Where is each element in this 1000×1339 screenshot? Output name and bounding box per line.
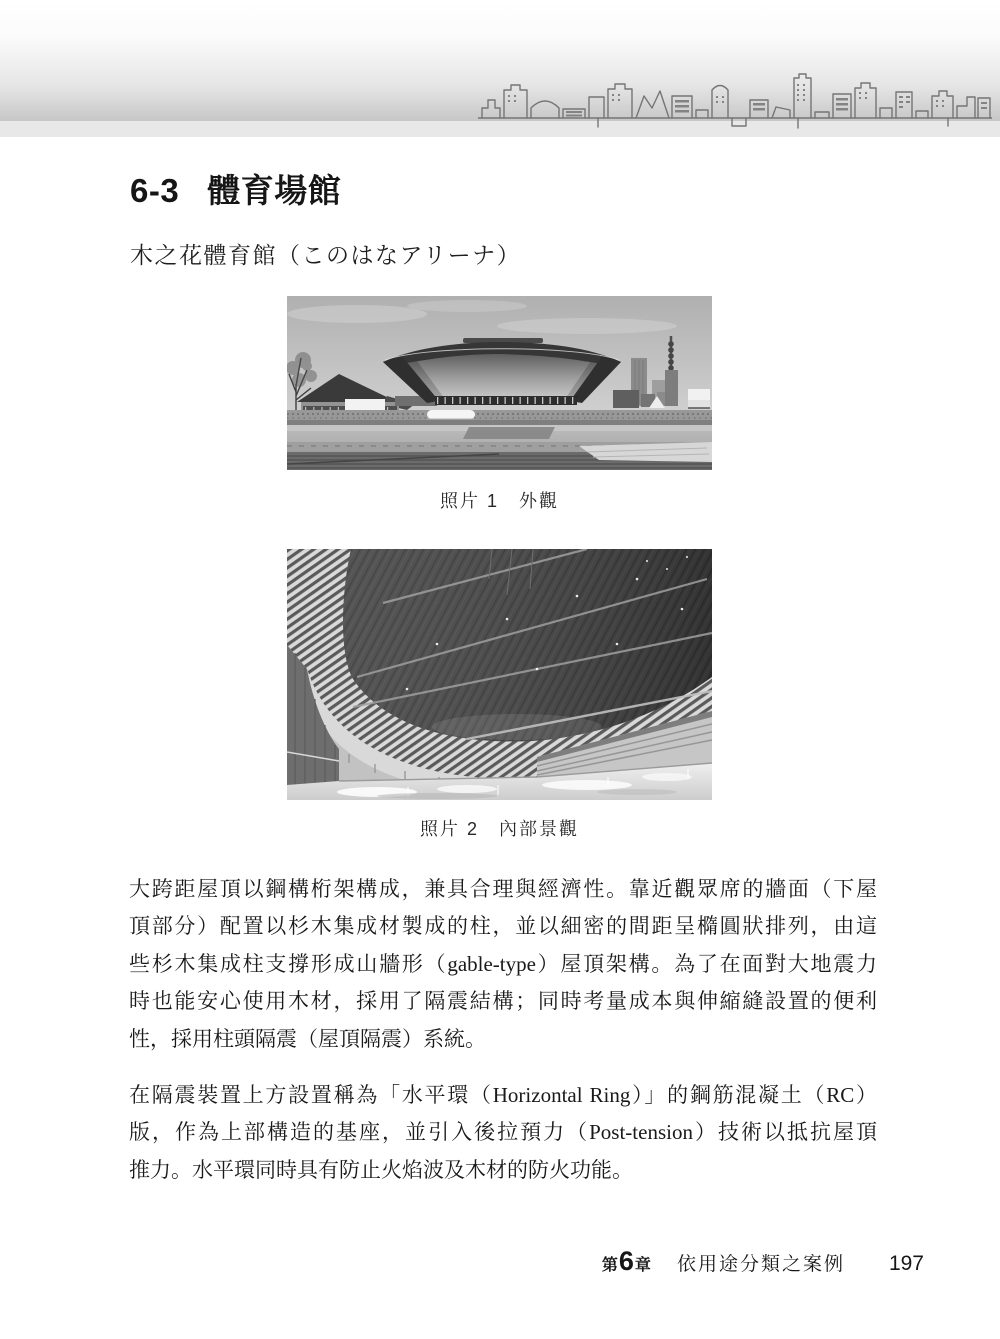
body-paragraph-2 xyxy=(129,1077,877,1189)
interior-photo-figure xyxy=(287,549,712,800)
exterior-photo xyxy=(287,296,712,470)
photo-caption-1: 照片 1 外觀 xyxy=(439,491,559,511)
page-number: 197 xyxy=(888,1252,924,1275)
body-paragraph-1 xyxy=(129,871,877,1058)
page-header xyxy=(0,0,1000,137)
paragraph-line: 性，採用柱頭隔震（屋頂隔震）系統。 xyxy=(129,1026,486,1051)
section-title: 體育場館 xyxy=(207,172,342,209)
building-subtitle: 木之花體育館（このはなアリーナ） xyxy=(130,242,522,268)
page-footer xyxy=(602,1246,924,1277)
section-heading xyxy=(130,165,341,212)
paragraph-line: 推力。水平環同時具有防止火焰波及木材的防火功能。 xyxy=(129,1157,633,1182)
interior-photo xyxy=(287,549,712,800)
paragraph-line: 時也能安心使用木材，採用了隔震結構；同時考量成本與伸縮縫設置的便利 xyxy=(129,989,877,1014)
photo-caption-2: 照片 2 內部景觀 xyxy=(419,819,579,839)
paragraph-line: 在隔震裝置上方設置稱為「水平環（Horizontal Ring）」的鋼筋混凝土（RC） xyxy=(129,1083,878,1107)
section-number: 6-3 xyxy=(130,172,180,209)
city-skyline-icon xyxy=(478,70,992,132)
chapter-label-prefix: 第 xyxy=(601,1257,618,1274)
chapter-label-suffix: 章 xyxy=(634,1257,651,1274)
chapter-title: 依用途分類之案例 xyxy=(676,1254,845,1275)
paragraph-line: 大跨距屋頂以鋼構桁架構成，兼具合理與經濟性。靠近觀眾席的牆面（下屋 xyxy=(129,877,877,901)
paragraph-line: 版，作為上部構造的基座，並引入後拉預力（Post-tension）技術以抵抗屋頂 xyxy=(129,1120,877,1145)
paragraph-line: 些杉木集成柱支撐形成山牆形（gable-type）屋頂架構。為了在面對大地震力 xyxy=(129,951,877,976)
exterior-photo-figure xyxy=(287,296,712,470)
chapter-number: 6 xyxy=(618,1246,634,1276)
paragraph-line: 頂部分）配置以杉木集成材製成的柱，並以細密的間距呈橢圓狀排列，由這 xyxy=(129,914,877,939)
